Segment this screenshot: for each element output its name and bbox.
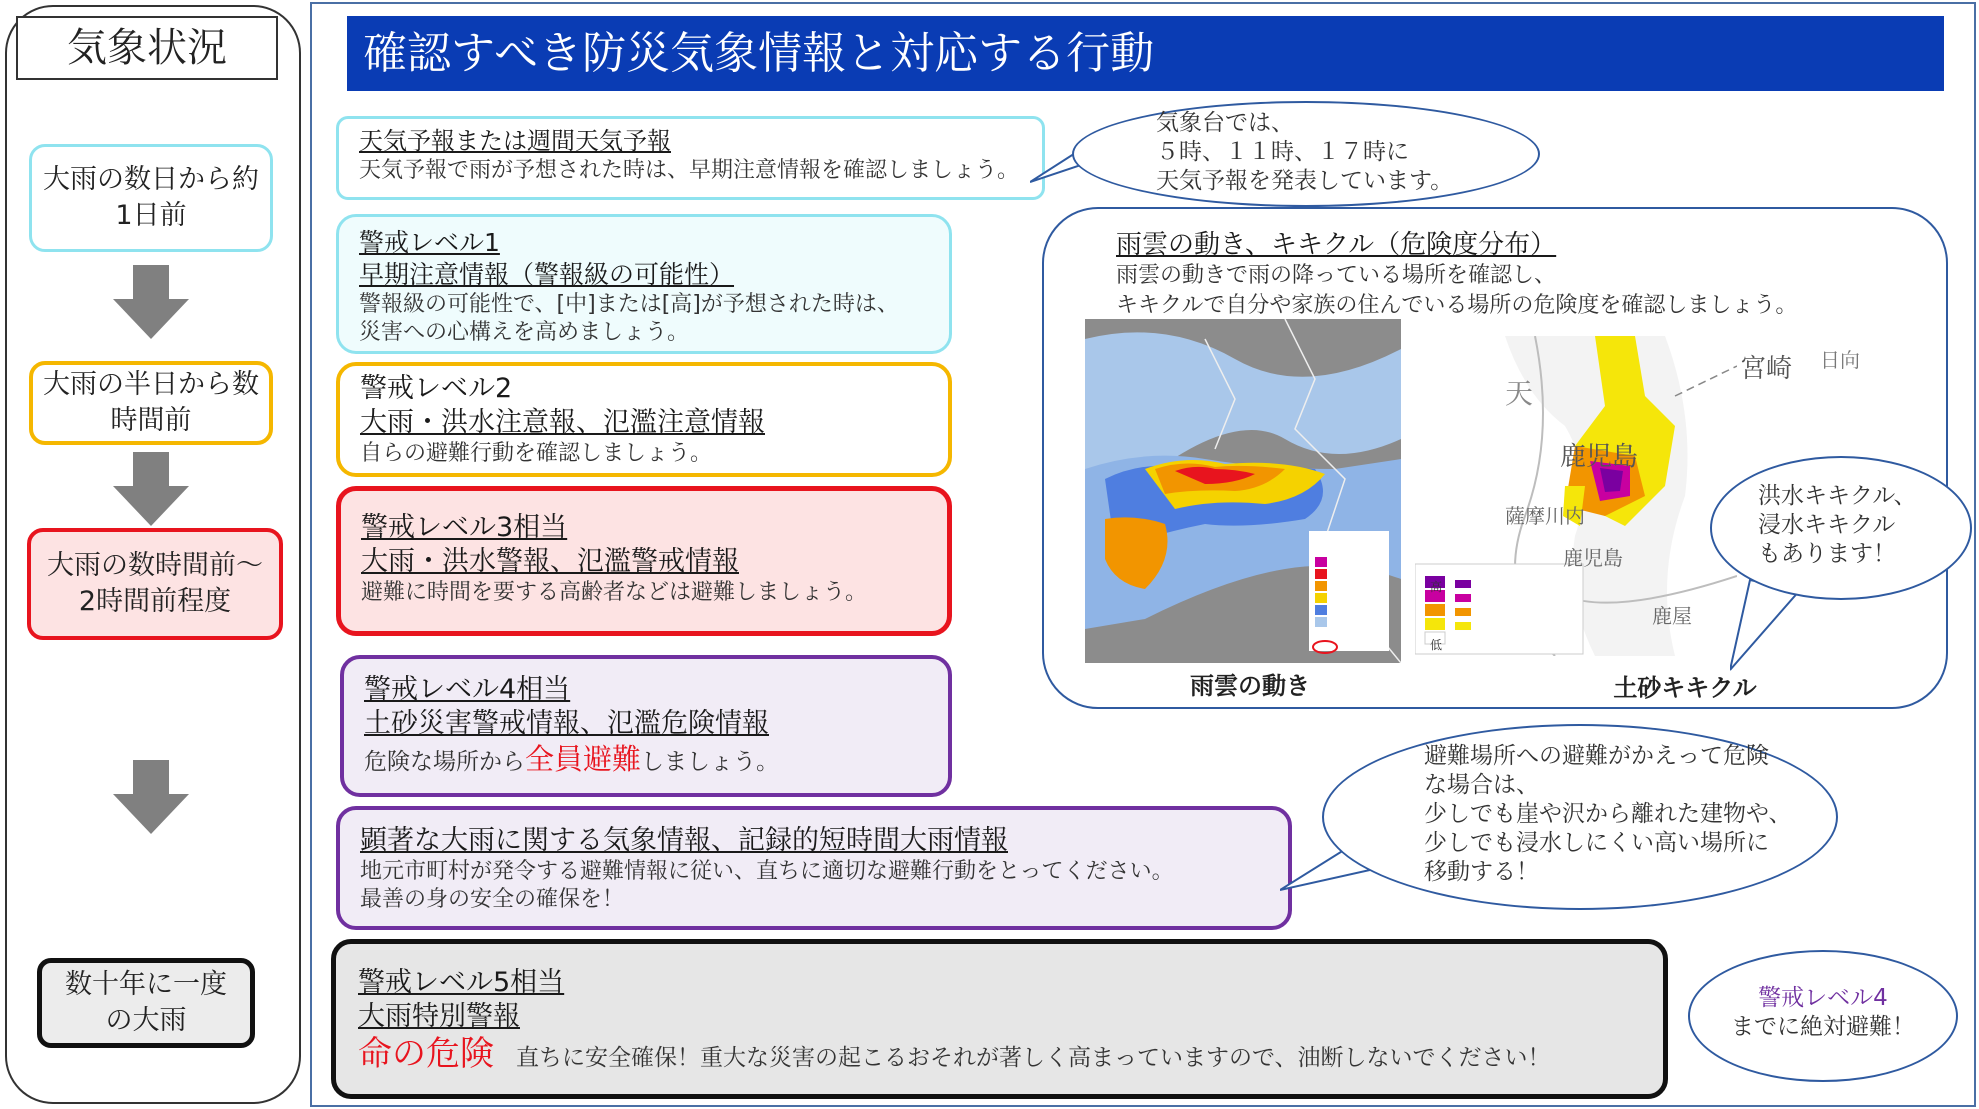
level3-box (336, 486, 952, 636)
map-label-kanoya: 鹿屋 (1652, 604, 1692, 628)
kikikuru-bubble-line3: もあります！ (1758, 541, 1896, 567)
radar-kikikuru-text1: 雨雲の動きで雨の降っている場所を確認し、 (1116, 263, 1557, 288)
evac-bubble-line1: 避難場所への避難がかえって危険 (1424, 743, 1769, 769)
level4-heading: 警戒レベル4相当 (364, 674, 571, 705)
level2-box (336, 362, 952, 477)
map-label-miyazaki: 宮崎 (1740, 354, 1793, 384)
level4-text-emphasis: 全員避難 (525, 742, 642, 776)
evac-bubble (1322, 724, 1838, 910)
rain-cloud-caption: 雨雲の動き (1190, 672, 1310, 700)
heavy-rain-info-text1: 地元市町村が発令する避難情報に従い、直ちに適切な避難行動をとってください。 (360, 859, 1174, 884)
forecast-bubble-line2: ５時、１１時、１７時に (1156, 139, 1409, 165)
weather-status-title: 気象状況 (16, 16, 278, 80)
level4-text-before: 危険な場所から (364, 749, 525, 775)
level4-text (364, 741, 928, 780)
level4-deadline-line1: 警戒レベル4 (1758, 985, 1888, 1011)
map-label-kagoshima-pref: 鹿児島 (1560, 442, 1639, 472)
level1-text1: 警報級の可能性で、[中]または[高]が予想された時は、 (359, 292, 899, 317)
radar-kikikuru-text2: キキクルで自分や家族の住んでいる場所の危険度を確認しましょう。 (1116, 293, 1798, 318)
main-title: 確認すべき防災気象情報と対応する行動 (347, 16, 1944, 91)
evac-bubble-line5: 移動する！ (1424, 859, 1539, 885)
level2-subheading: 大雨・洪水注意報、氾濫注意情報 (360, 407, 765, 438)
level4-box (340, 655, 952, 797)
arrow-down-icon (113, 452, 189, 526)
level4-deadline-bubble (1688, 950, 1958, 1082)
kikikuru-bubble-line2: 浸水キキクル (1758, 512, 1896, 538)
forecast-bubble-line3: 天気予報を発表しています。 (1156, 168, 1454, 194)
level1-box (336, 214, 952, 354)
level2-text: 自らの避難行動を確認しましょう。 (360, 441, 713, 466)
radar-kikikuru-heading: 雨雲の動き、キキクル（危険度分布） (1116, 230, 1557, 260)
stage-half-day-before-label: 大雨の半日から数時間前 (43, 369, 259, 436)
kikikuru-bubble (1710, 456, 1972, 600)
level5-box (331, 939, 1668, 1099)
stage-hours-before (27, 528, 283, 640)
map-label-kagoshima-city: 鹿児島 (1563, 546, 1623, 570)
arrow-down-icon (113, 760, 189, 834)
level3-heading: 警戒レベル3相当 (361, 512, 568, 543)
level5-text-body: 直ちに安全確保！重大な災害の起こるおそれが著しく高まっていますので、油断しないでください！ (516, 1045, 1551, 1071)
evac-bubble-line3: 少しでも崖や沢から離れた建物や、 (1424, 801, 1792, 827)
level4-deadline-line2: までに絶対避難！ (1731, 1014, 1915, 1040)
level2-heading: 警戒レベル2 (360, 373, 513, 404)
map-label-satsumasendai: 薩摩川内 (1505, 504, 1585, 528)
stage-days-before (29, 144, 273, 252)
stage-once-in-decades (37, 958, 255, 1048)
forecast-bubble (1072, 101, 1540, 207)
forecast-box (336, 116, 1045, 200)
level4-text-after: しましょう。 (641, 749, 780, 775)
rain-cloud-map (1085, 319, 1401, 663)
level3-text: 避難に時間を要する高齢者などは避難しましょう。 (361, 580, 868, 605)
level3-subheading: 大雨・洪水警報、氾濫警戒情報 (361, 546, 739, 577)
level5-subheading: 大雨特別警報 (358, 1001, 520, 1032)
level5-emphasis: 命の危険 (358, 1034, 494, 1074)
stage-days-before-label: 大雨の数日から約1日前 (43, 164, 259, 231)
legend-level-low: 低 (1430, 638, 1443, 652)
level4-subheading: 土砂災害警戒情報、氾濫危険情報 (364, 708, 769, 739)
legend-level-high: 高 (1430, 580, 1443, 594)
stage-half-day-before (29, 361, 273, 445)
stage-once-in-decades-label: 数十年に一度の大雨 (65, 969, 227, 1036)
evac-bubble-line4: 少しでも浸水しにくい高い場所に (1424, 830, 1769, 856)
arrow-down-icon (113, 265, 189, 339)
forecast-heading: 天気予報または週間天気予報 (359, 127, 671, 155)
sediment-kikikuru-caption: 土砂キキクル (1613, 674, 1757, 702)
kikikuru-bubble-line1: 洪水キキクル、 (1758, 483, 1917, 509)
level5-heading: 警戒レベル5相当 (358, 967, 565, 998)
evac-bubble-line2: な場合は、 (1424, 772, 1539, 798)
map-label-hyuga: 日向 (1820, 348, 1860, 372)
forecast-text: 天気予報で雨が予想された時は、早期注意情報を確認しましょう。 (359, 158, 1020, 183)
heavy-rain-info-box (336, 806, 1292, 930)
level5-text (358, 1034, 1641, 1079)
level1-subheading: 早期注意情報（警報級の可能性） (359, 260, 735, 289)
level1-heading: 警戒レベル1 (359, 228, 500, 257)
map-label-amakusa: 天 (1505, 377, 1534, 410)
stage-hours-before-label: 大雨の数時間前～2時間前程度 (47, 550, 263, 617)
level1-text2: 災害への心構えを高めましょう。 (359, 320, 690, 345)
heavy-rain-info-text2: 最善の身の安全の確保を！ (360, 887, 625, 912)
heavy-rain-info-heading: 顕著な大雨に関する気象情報、記録的短時間大雨情報 (360, 825, 1008, 856)
forecast-bubble-line1: 気象台では、 (1156, 110, 1294, 136)
